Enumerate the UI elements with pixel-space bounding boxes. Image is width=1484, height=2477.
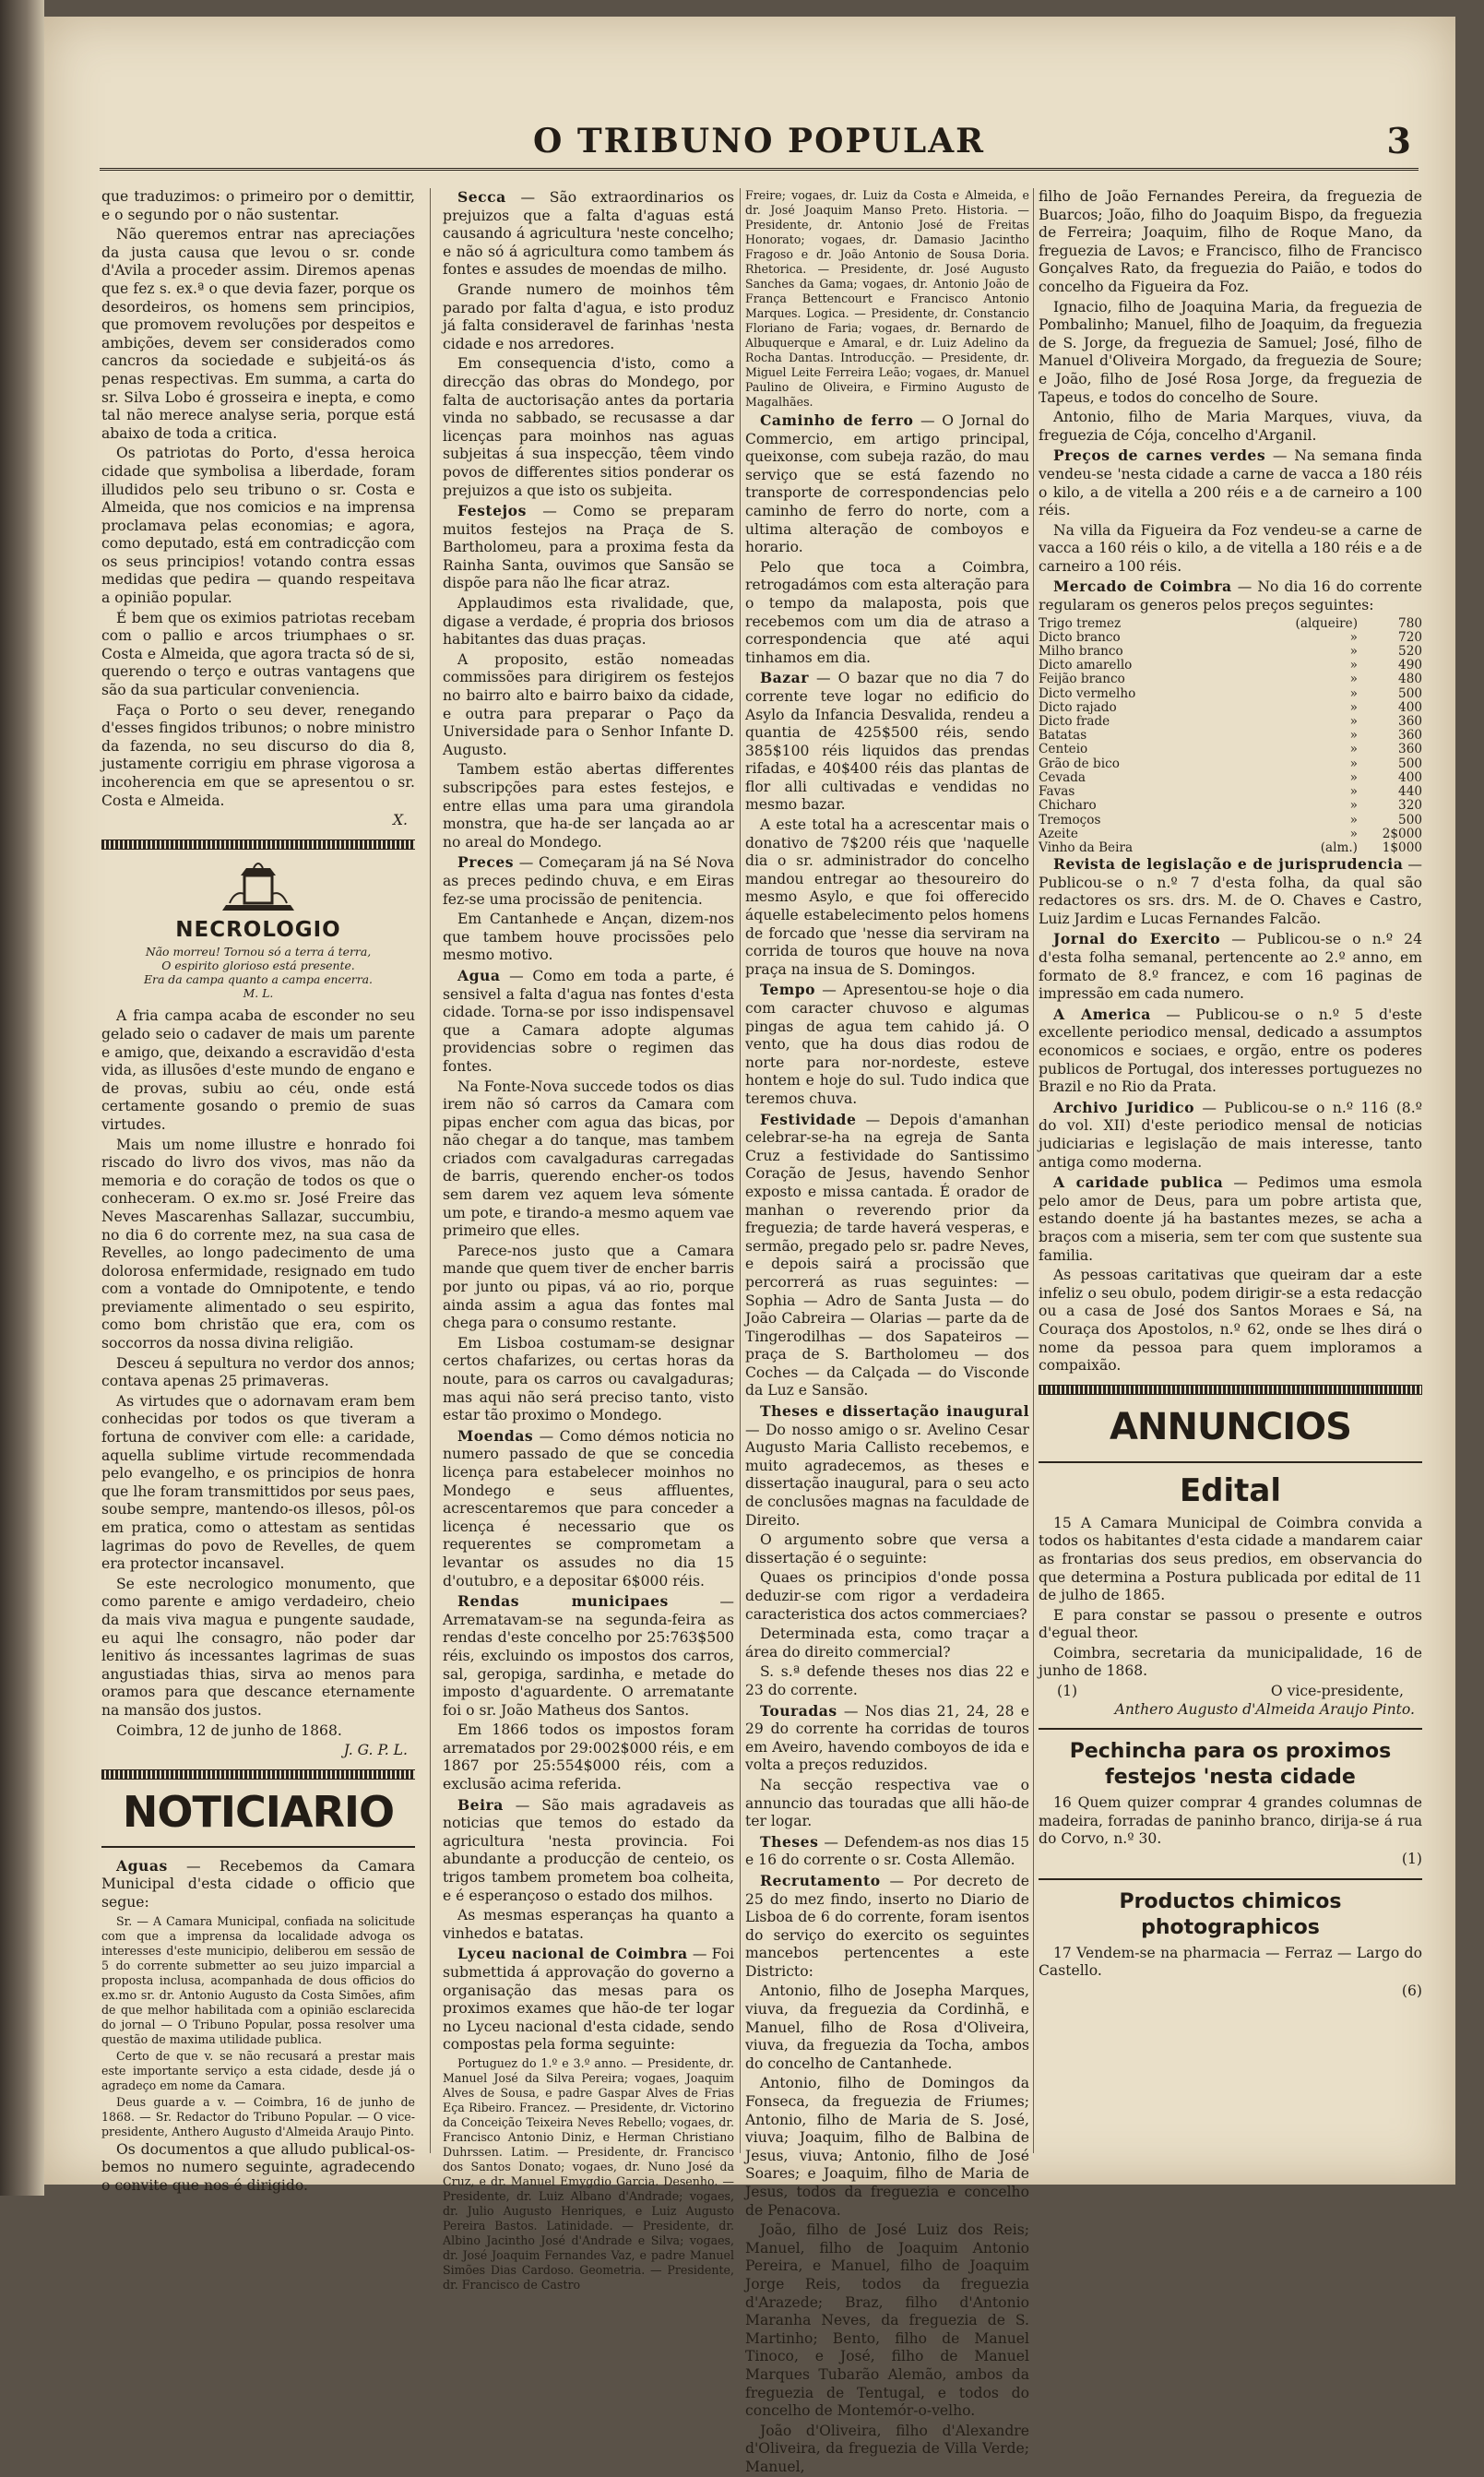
price-unit: » xyxy=(1349,658,1358,673)
item-text: — São mais agradaveis as noticias que temos do estado da agricultura 'nesta provincia. Foi abundante a producção de centeio, os trigos tambem prometem boa colheita, e é esperançoso o estado dos milhos. xyxy=(443,1796,735,1904)
paragraph: A fria campa acaba de esconder no seu gelado seio o cadaver de mais um parente e amigo, que, deixando a escravidão d'esta vida, as illusões d'este mundo de engano e de provas, subiu ao céu, onde está certamente gosando o premio de suas virtudes. xyxy=(101,1007,415,1133)
exam-boards: Freire; vogaes, dr. Luiz da Costa e Almeida, e dr. José Joaquim Manso Preto. Historia. — Presidente, dr. Antonio José de Freitas Honorato; vogaes, dr. Damasio Jacintho Fragoso e dr. João Antonio de Sousa Doria. Rhetorica. — Presidente, dr. José Augusto Sanches da Gama; vogaes, dr. Antonio João de França Bettencourt e Francisco Antonio Marques. Logica. — Presidente, dr. Constancio Floriano de Faria; vogaes, dr. Bernardo de Albuquerque e Amaral, e dr. Luiz Adelino da Rocha Dantas. Introducção. — Presidente, dr. Miguel Leite Ferreira Leão; vogaes, dr. Manuel Paulino de Oliveira, e Firmino Augusto de Magalhães. xyxy=(745,188,1029,409)
news-item xyxy=(1039,1006,1422,1097)
paragraph: João, filho de José Luiz dos Reis; Manuel, filho de Joaquim Antonio Pereira, e Manuel, filho de Joaquim Jorge Reis, todos da freguezia d'Arazede; Braz, filho d'Antonio Maranha Neves, da freguezia de S. Martinho; Bento, filho de Manuel Tinoco, e José, filho de Manuel Marques Tubarão Alemão, ambos da freguezia de Tentugal, e todos do concelho de Montemór-o-velho. xyxy=(745,2221,1029,2420)
item-heading: Preces xyxy=(457,853,515,872)
news-item xyxy=(1039,447,1422,519)
price-unit: » xyxy=(1349,826,1358,841)
price-item: Azeite xyxy=(1039,826,1078,841)
paragraph: Desceu á sepultura no verdor dos annos; contava apenas 25 primaveras. xyxy=(101,1354,415,1390)
price-row xyxy=(1039,729,1422,743)
paragraph: Ignacio, filho de Joaquina Maria, da freguezia de Pombalinho; Manuel, filho de Joaquim, da freguezia de S. Jorge, da freguezia de Samuel; José, filho de Manuel d'Oliveira Morgado, da freguezia de Soure; e João, filho de José Rosa Jorge, da freguezia de Tapeus, e todos do concelho de Soure. xyxy=(1039,298,1422,406)
price-unit: (alm.) xyxy=(1320,840,1358,855)
price-unit: (alqueire) xyxy=(1295,615,1358,631)
price-unit: » xyxy=(1349,728,1358,744)
paragraph: As pessoas caritativas que queiram dar a este infeliz o seu obulo, podem dirigir-se a esta redacção ou a casa de José dos Santos Moraes e Sá, na Couraça dos Apostolos, n.º 62, onde se lhes dirá o nome da pessoa para quem imploramos a compaixão. xyxy=(1039,1267,1422,1375)
news-item xyxy=(443,853,734,909)
price-item: Dicto branco xyxy=(1039,629,1121,645)
price-value: 520 xyxy=(1398,644,1422,660)
item-text: — Foi submettida á approvação do governo a organisação das mesas para os proximos exames que hão-de ter logar no Lyceu nacional d'esta cidade, sendo compostas pela forma seguinte: xyxy=(443,1946,734,2054)
price-item: Milho branco xyxy=(1039,644,1123,660)
price-unit: » xyxy=(1349,644,1358,660)
price-item: Dicto amarello xyxy=(1039,658,1133,673)
news-item xyxy=(1039,578,1422,614)
paragraph: O argumento sobre que versa a dissertação é o seguinte: xyxy=(745,1531,1029,1566)
book-binding xyxy=(0,0,44,2196)
price-value: 480 xyxy=(1398,672,1422,687)
paragraph: Antonio, filho de Maria Marques, viuva, da freguezia de Cója, concelho d'Arganil. xyxy=(1039,409,1422,444)
price-unit: » xyxy=(1349,769,1358,785)
price-item: Favas xyxy=(1039,784,1075,800)
epigraph-author: M. L. xyxy=(243,986,274,1001)
signature: J. G. P. L. xyxy=(343,1742,408,1759)
paragraph: 16 Quem quizer comprar 4 grandes columnas de madeira, forradas de paninho branco, dirija-se á rua do Corvo, n.º 30. xyxy=(1039,1794,1422,1848)
news-item xyxy=(745,1872,1029,1982)
price-unit: » xyxy=(1349,672,1358,687)
price-item: Vinho da Beira xyxy=(1039,840,1134,855)
price-unit: » xyxy=(1349,714,1358,730)
price-value: 360 xyxy=(1398,742,1422,757)
price-item: Tremoços xyxy=(1039,812,1101,828)
news-item xyxy=(745,669,1029,815)
rule xyxy=(1039,1461,1422,1463)
item-text: — Como démos noticia no numero passado de que se concedia licença para estabelecer moinhos no Mondego e seus affluentes, acrescentaremos que para conceder a licença é necessario que os requerentes se comprometam a levantar os assudes no dia 15 d'outubro, e a depositar 6$000 réis. xyxy=(443,1427,734,1590)
news-item xyxy=(745,1111,1029,1401)
price-value: 2$000 xyxy=(1382,826,1422,841)
price-row xyxy=(1039,841,1422,855)
paragraph: Não queremos entrar nas apreciações da justa causa que levou o sr. conde d'Avila a proceder assim. Diremos apenas que fez s. ex.ª o que devia fazer, porque os desordeiros, os homens sem principios, que promovem revoluções por despeitos e ambições, devem ser considerados como cancros da sociedade e subjeitá-os ás penas respectivas. Em summa, a carta do sr. Silva Lobo é grosseira e inepta, e como tal não merece analyse seria, porque está abaixo de toda a critica. xyxy=(101,226,415,442)
item-text: — Por decreto de 25 do mez findo, inserto no Diario de Lisboa de 6 do corrente, foram isentos do serviço do exercito os seguintes mancebos pertencentes a este Districto: xyxy=(745,1872,1029,1980)
price-row xyxy=(1039,715,1422,729)
paragraph: João d'Oliveira, filho d'Alexandre d'Oliveira, da freguezia de Villa Verde; Manuel, xyxy=(745,2422,1029,2475)
paragraph: A este total ha a acrescentar mais o donativo de 7$200 réis que 'naquelle dia o sr. administrador do concelho mandou entregar ao thesoureiro do mesmo Asylo, e que foi offerecido áquelle estabelecimento pelos homens de forcado que 'nesse dia serviram na corrida de touros que houve na nova praça na insua de S. Domingos. xyxy=(745,816,1029,978)
paragraph: Em Lisboa costumam-se designar certos chafarizes, ou certas horas da noute, para os carros ou cavalgaduras; mas aqui não será preciso tanto, visto estar tão proximo o Mondego. xyxy=(443,1334,734,1424)
annuncios-title: ANNUNCIOS xyxy=(1110,1405,1351,1448)
paragraph: Applaudimos esta rivalidade, que, digase a verdade, é propria dos briosos habitantes das duas praças. xyxy=(443,595,734,649)
epigraph-line: O espirito glorioso está presente. xyxy=(161,959,355,973)
price-row xyxy=(1039,687,1422,701)
price-value: 400 xyxy=(1398,769,1422,785)
ad-number: (1) xyxy=(1401,1851,1422,1868)
item-text: — Como em toda a parte, é sensivel a falta d'agua nas fontes d'esta cidade. Torna-se por isso indispensavel que a Camara adopte algumas providencias sobre o regimen das fontes. xyxy=(443,967,734,1075)
paragraph: Faça o Porto o seu dever, renegando d'esses fingidos tribunos; o nobre ministro da fazenda, no seu discurso do dia 8, justamente corrigiu em phrase vigorosa a incoherencia em que se apresentou o sr. Costa e Almeida. xyxy=(101,701,415,809)
news-item xyxy=(443,502,734,593)
column-3 xyxy=(745,188,1029,2475)
item-text: — Como se preparam muitos festejos na Praça de S. Bartholomeu, para a proxima festa da Rainha Santa, ouvimos que Sansão se dispõe para não lhe ficar atraz. xyxy=(443,503,734,592)
price-unit: » xyxy=(1349,699,1358,715)
epigraph xyxy=(101,945,415,1000)
funeral-urn-icon xyxy=(217,857,300,914)
rule xyxy=(101,1846,415,1848)
paragraph: S. s.ª defende theses nos dias 22 e 23 do corrente. xyxy=(745,1663,1029,1698)
paragraph: Na secção respectiva vae o annuncio das touradas que alli hão-de ter logar. xyxy=(745,1776,1029,1830)
exam-boards: Portuguez do 1.º e 3.º anno. — Presidente, dr. Manuel José da Silva Pereira; vogaes, Joaquim Alves de Sousa, e padre Gaspar Alves de Frias Eça Ribeiro. Francez. — Presidente, dr. Victorino da Conceição Teixeira Neves Rebello; vogaes, dr. Francisco Antonio Diniz, e Herman Christiano Duhrssen. Latim. — Presidente, dr. Francisco dos Santos Donato; vogaes, dr. Nuno José da Cruz, e dr. Manuel Emygdio Garcia. Desenho. — Presidente, dr. Luiz Albano d'Andrade; vogaes, dr. Julio Augusto Henriques, e Luiz Augusto Pereira Bastos. Latinidade. — Presidente, dr. Albino Jacintho José d'Andrade e Silva; vogaes, dr. José Joaquim Fernandes Vaz, e padre Manuel Simões Dias Cardoso. Geometria. — Presidente, dr. Francisco de Castro xyxy=(443,2055,734,2292)
news-item xyxy=(443,1945,734,2054)
paragraph: É bem que os eximios patriotas recebam com o pallio e arcos triumphaes o sr. Costa e Almeida, que agora tracta só de si, querendo o terço e outras vantagens que são da sua particular conveniencia. xyxy=(101,609,415,699)
news-item xyxy=(1039,1173,1422,1265)
item-heading: Preços de carnes verdes xyxy=(1053,447,1266,465)
paragraph: Se este necrologico monumento, que como parente e amigo verdadeiro, cheio da mais viva magua e pungente saudade, eu aqui lhe consagro, não poder dar lenitivo ás incessantes lagrimas de suas angustiadas thias, sirva ao menos para oramos para que descance eternamente na mansão dos justos. xyxy=(101,1575,415,1719)
news-item xyxy=(1039,930,1422,1003)
section-divider xyxy=(1039,1385,1422,1395)
column-rule xyxy=(430,188,431,2153)
item-heading: Revista de legislação e de jurisprudencia xyxy=(1053,855,1404,874)
price-unit: » xyxy=(1349,812,1358,828)
price-row xyxy=(1039,617,1422,631)
letter-text: Sr. — A Camara Municipal, confiada na solicitude com que a imprensa da localidade advoga os interesses d'este municipio, deliberou em sessão de 5 do corrente submetter ao seu juizo imparcial a proposta inclusa, acompanhada de dous officios do ex.mo sr. dr. Antonio Augusto da Costa Simões, afim de que melhor habilitada com a opinião esclarecida do jornal — O Tribuno Popular, possa resolver uma questão de maxima utilidade publica. xyxy=(101,1913,415,2046)
price-value: 720 xyxy=(1398,629,1422,645)
ad-number: (1) xyxy=(1057,1683,1078,1700)
epigraph-line: Era da campa quanto a campa encerra. xyxy=(144,972,373,987)
item-heading: Secca xyxy=(457,188,506,206)
item-heading: Theses xyxy=(760,1832,819,1851)
dateline: Coimbra, 12 de junho de 1868. xyxy=(116,1721,342,1739)
paragraph: As virtudes que o adornavam eram bem conhecidas por todos os que tiveram a fortuna de conviver com elle: a caridade, aquella sublime virtude recommendada pelo evangelho, e os principios de honra que lhe foram transmittidos por seus paes, soube sempre, mantendo-os illesos, pôl-os em pratica, como o attestam as sentidas lagrimas do povo de Revelles, de quem era protector incansavel. xyxy=(101,1392,415,1573)
price-unit: » xyxy=(1349,742,1358,757)
paragraph: Em Cantanhede e Ançan, dizem-nos que tambem houve procissões pelo mesmo motivo. xyxy=(443,911,734,964)
item-heading: Moendas xyxy=(457,1426,534,1445)
price-value: 500 xyxy=(1398,812,1422,828)
news-item xyxy=(1039,1099,1422,1172)
price-row xyxy=(1039,799,1422,813)
paragraph: Em consequencia d'isto, como a direcção das obras do Mondego, por falta de auctorisação antes da portaria vinda no sabbado, se recusasse a dar licenças para moinhos nas aguas subjeitas á sua inspecção, têem vindo povos de differentes sitios ponderar os prejuizos a que isto os subjeita. xyxy=(443,355,734,499)
paragraph: 17 Vendem-se na pharmacia — Ferraz — Largo do Castello. xyxy=(1039,1944,1422,1980)
paragraph: Grande numero de moinhos têm parado por falta d'agua, e isto produz já falta consideravel de farinhas 'nesta cidade e nos arredores. xyxy=(443,280,734,352)
necrologio-title: NECROLOGIO xyxy=(175,917,341,942)
paragraph: Quaes os principios d'onde possa deduzir-se com rigor a verdadeira caracteristica dos actos commerciaes? xyxy=(745,1569,1029,1623)
news-item xyxy=(443,1796,734,1906)
item-heading: Touradas xyxy=(760,1701,837,1720)
item-heading: Archivo Juridico xyxy=(1053,1098,1194,1116)
price-item: Batatas xyxy=(1039,728,1087,744)
edital-role: O vice-presidente, xyxy=(1270,1683,1404,1700)
item-heading: Agua xyxy=(457,966,501,984)
edital-footer xyxy=(1039,1683,1422,1701)
item-heading: Tempo xyxy=(760,981,816,999)
news-item xyxy=(443,1427,734,1590)
price-value: 360 xyxy=(1398,714,1422,730)
price-unit: » xyxy=(1349,756,1358,771)
page-number: 3 xyxy=(1386,120,1411,161)
price-value: 400 xyxy=(1398,699,1422,715)
price-value: 360 xyxy=(1398,728,1422,744)
item-text: — Pedimos uma esmola pelo amor de Deus, para um pobre artista que, estando doente já ha bastantes mezes, se acha a braços com a miseria, sem ter com que sustente sua familia. xyxy=(1039,1174,1423,1264)
price-row xyxy=(1039,743,1422,756)
paragraph: Na villa da Figueira da Foz vendeu-se a carne de vacca a 160 réis o kilo, a de vitella a 180 réis e a de carneiro a 100 réis. xyxy=(1039,521,1422,575)
news-item xyxy=(443,1592,734,1720)
paragraph: Em 1866 todos os impostos foram arrematados por 29:002$000 réis, e em 1867 por 25:554$000 réis, com a exclusão acima referida. xyxy=(443,1721,734,1793)
news-item xyxy=(101,1857,415,1912)
item-text: — Nos dias 21, 24, 28 e 29 do corrente ha corridas de touros em Aveiro, havendo comboyos de ida e volta a preços reduzidos. xyxy=(745,1702,1029,1774)
rule xyxy=(1039,1728,1422,1730)
paragraph: Os documentos a que alludo publical-os-bemos no numero seguinte, agradecendo o convite que nos é dirigido. xyxy=(101,2140,415,2194)
item-text: — Do nosso amigo o sr. Avelino Cesar Augusto Maria Callisto recebemos, e muito agradecemos, as theses e dissertação inaugural, para o seu acto de conclusões magnas na faculdade de Direito. xyxy=(745,1421,1029,1529)
item-text: — Na semana finda vendeu-se 'nesta cidade a carne de vacca a 180 réis o kilo, a de vitella a 200 réis e a de carneiro a 100 réis. xyxy=(1039,447,1422,519)
signature: Anthero Augusto d'Almeida Araujo Pinto. xyxy=(1114,1700,1415,1718)
edital-title: Edital xyxy=(1179,1471,1282,1509)
price-row xyxy=(1039,631,1422,645)
signature: X. xyxy=(392,812,408,829)
item-heading: Lyceu nacional de Coimbra xyxy=(457,1945,688,1963)
price-item: Dicto frade xyxy=(1039,714,1110,730)
column-rule xyxy=(1033,188,1034,2153)
price-value: 440 xyxy=(1398,784,1422,800)
paragraph: E para constar se passou o presente e outros d'egual theor. xyxy=(1039,1606,1422,1642)
price-row xyxy=(1039,659,1422,673)
price-value: 490 xyxy=(1398,658,1422,673)
ad-number: (6) xyxy=(1401,1982,1422,1999)
price-value: 780 xyxy=(1398,615,1422,631)
item-heading: Theses e dissertação inaugural xyxy=(760,1402,1029,1421)
paragraph: A proposito, estão nomeadas commissões para dirigirem os festejos no bairro alto e bairro baixo da cidade, e outra para preparar o Paço da Universidade para o Senhor Infante D. Augusto. xyxy=(443,650,734,758)
item-heading: Aguas xyxy=(116,1856,168,1875)
pechincha-title: Pechincha para os proximos festejos 'nesta cidade xyxy=(1069,1740,1392,1790)
news-item xyxy=(745,1702,1029,1775)
paragraph: Mais um nome illustre e honrado foi riscado do livro dos vivos, mas não da memoria e do coração de todos os que o conheceram. O ex.mo sr. José Freire das Neves Mascarenhas Sallazar, succumbiu, no dia 6 do corrente mez, na sua casa de Revelles, ao longo padecimento de uma dolorosa enfermidade, resignado em tudo com a vontade do Omnipotente, e tendo previamente alimentado o seu espirito, como bom christão que era, com os soccorros da nossa divina religião. xyxy=(101,1136,415,1352)
column-1 xyxy=(101,188,415,2194)
price-row xyxy=(1039,701,1422,715)
price-value: 1$000 xyxy=(1382,840,1422,855)
rule xyxy=(1039,1878,1422,1880)
paragraph: Parece-nos justo que a Camara mande que quem tiver de encher barris por junto ou pipas, vá ao rio, porque ainda assim a agua das fontes mal chega para o consumo restante. xyxy=(443,1242,734,1332)
item-text: — Apresentou-se hoje o dia com caracter chuvoso e algumas pingas de agua tem cahido já. O vento, que ha dous dias rodou de norte para nor-nordeste, esteve hontem e hoje do sul. Tudo indica que teremos chuva. xyxy=(745,982,1029,1107)
item-text: — Arrematavam-se na segunda-feira as rendas d'este concelho por 25:763$500 réis, excluindo os impostos dos carros, sal, geropiga, sardinha, e metade do imposto d'aguardente. O arrematante foi o sr. João Matheus dos Santos. xyxy=(443,1593,734,1719)
newspaper-title: O TRIBUNO POPULAR xyxy=(532,122,986,161)
column-2 xyxy=(443,188,735,2292)
section-divider xyxy=(101,1769,415,1780)
price-row xyxy=(1039,828,1422,841)
item-heading: Rendas municipaes xyxy=(457,1592,669,1611)
item-text: — O Jornal do Commercio, em artigo principal, queixonse, com subeja razão, do mau serviço que se está fazendo no transporte de correspondencias pelo caminho de ferro do norte, com a ultima alteração de comboyos e horario. xyxy=(745,412,1029,556)
letter-text: Deus guarde a v. — Coimbra, 16 de junho de 1868. — Sr. Redactor do Tribuno Popular. — O vice-presidente, Anthero Augusto d'Almeida Araujo Pinto. xyxy=(101,2094,415,2138)
paragraph: Pelo que toca a Coimbra, retrogadámos com esta alteração para o tempo da malaposta, pois que recebemos com um dia de atraso a correspondencia que até aqui tinhamos em dia. xyxy=(745,558,1029,666)
item-heading: A America xyxy=(1053,1005,1151,1023)
price-value: 500 xyxy=(1398,756,1422,771)
price-item: Grão de bico xyxy=(1039,756,1120,771)
price-unit: » xyxy=(1349,784,1358,800)
column-rule xyxy=(740,188,741,2153)
paragraph: Na Fonte-Nova succede todos os dias irem não só carros da Camara com pipas encher com agua das bicas, por não chegar a do tanque, mas tambem criados com cavalgaduras carregadas de barris, querendo encher-os todos sem darem vez aquem leva sómente um pote, e tirando-a mesmo aquem vae primeiro que elles. xyxy=(443,1078,734,1240)
column-4 xyxy=(1039,188,1422,2153)
price-item: Centeio xyxy=(1039,742,1088,757)
news-item xyxy=(443,967,734,1077)
item-text: — Publicou-se o n.º 116 (8.º do vol. XII) d'este periodico mensal de noticias judiciarias e legislação de mais interesse, tanto antiga como moderna. xyxy=(1039,1099,1422,1171)
newspaper-page xyxy=(44,17,1455,2475)
item-text: — Defendem-as nos dias 15 e 16 do corrente o sr. Costa Allemão. xyxy=(745,1833,1029,1869)
price-value: 500 xyxy=(1398,685,1422,701)
paragraph: Antonio, filho de Josepha Marques, viuva, da freguezia da Cordinhã, e Manuel, filho de Rosa d'Oliveira, viuva, da freguezia da Tocha, ambos do concelho de Cantanhede. xyxy=(745,1983,1029,2072)
paragraph: Antonio, filho de Domingos da Fonseca, da freguezia de Friumes; Antonio, filho de Maria de S. José, viuva; Joaquim, filho de Balbina de Jesus, viuva; Antonio, filho de José Soares; e Joaquim, filho de Maria de Jesus, todos da freguezia e concelho de Penacova. xyxy=(745,2075,1029,2219)
masthead xyxy=(100,113,1419,171)
price-unit: » xyxy=(1349,798,1358,814)
item-text: — Começaram já na Sé Nova as preces pedindo chuva, e em Eiras fez-se uma procissão de penitencia. xyxy=(443,854,734,908)
paragraph: 15 A Camara Municipal de Coimbra convida a todos os habitantes d'esta cidade a mandarem caiar as frontarias dos seus predios, em observancia do que determina a Postura publicada por edital de 11 de julho de 1865. xyxy=(1039,1514,1422,1604)
item-text: — Publicou-se o n.º 24 d'esta folha semanal, pertencente ao 2.º anno, em formato de 8.º francez, e com 16 paginas de impressão em cada numero. xyxy=(1039,931,1422,1003)
price-row xyxy=(1039,673,1422,686)
section-divider xyxy=(101,840,415,850)
price-unit: » xyxy=(1349,685,1358,701)
price-row xyxy=(1039,645,1422,659)
price-unit: » xyxy=(1349,629,1358,645)
item-heading: A caridade publica xyxy=(1053,1173,1224,1192)
price-item: Chicharo xyxy=(1039,798,1097,814)
item-text: — Publicou-se o n.º 7 d'esta folha, da qual são redactores os srs. drs. M. de O. Chaves e Castro, Luiz Jardim e Lucas Fernandes Falcão. xyxy=(1039,856,1422,927)
price-row xyxy=(1039,785,1422,799)
paragraph: Determinada esta, como traçar a área do direito commercial? xyxy=(745,1626,1029,1661)
paragraph: As mesmas esperanças ha quanto a vinhedos e batatas. xyxy=(443,1907,734,1942)
item-text: — Depois d'amanhan celebrar-se-ha na egreja de Santa Cruz a festividade do Santissimo Coração de Jesus, havendo Senhor exposto e missa cantada. É orador de manhan o reverendo prior da freguezia; de tarde haverá vesperas, e sermão, pregado pelo sr. padre Neves, e depois sairá a procissão que percorrerá as ruas seguintes: — Sophia — Adro de Santa Justa — do João Cabreira — Olarias — parte da de Tingerodilhas — dos Sapateiros — praça de S. Bartholomeu — dos Coches — da Calçada — do Visconde da Luz e Sansão. xyxy=(745,1111,1029,1399)
item-heading: Festividade xyxy=(760,1110,857,1128)
news-item xyxy=(745,411,1029,557)
productos-title: Productos chimicos photographicos xyxy=(1119,1889,1342,1939)
item-heading: Recrutamento xyxy=(760,1871,881,1889)
market-price-table xyxy=(1039,617,1422,855)
item-text: — No dia 16 do corrente regularam os generos pelos preços seguintes: xyxy=(1039,578,1422,614)
epigraph-line: Não morreu! Tornou só a terra á terra, xyxy=(145,945,372,959)
item-heading: Festejos xyxy=(457,502,527,520)
noticiario-title: NOTICIARIO xyxy=(122,1786,395,1837)
item-text: — O bazar que no dia 7 do corrente teve logar no edificio do Asylo da Infancia Desvalida, rendeu a quantia de 425$500 réis, sendo 385$100 réis liquidos das prendas rifadas, e 40$400 réis das plantas de flor alli cultivadas e vendidas no mesmo bazar. xyxy=(745,670,1029,814)
item-text: — Recebemos da Camara Municipal d'esta cidade o officio que segue: xyxy=(101,1857,415,1911)
letter-text: Certo de que v. se não recusará a prestar mais este importante serviço a esta cidade, desde já o agradeço em nome da Camara. xyxy=(101,2048,415,2092)
news-item xyxy=(443,188,734,280)
news-item xyxy=(745,1833,1029,1870)
item-heading: Bazar xyxy=(760,669,809,687)
price-item: Dicto rajado xyxy=(1039,699,1117,715)
price-item: Feijão branco xyxy=(1039,672,1125,687)
item-heading: Caminho de ferro xyxy=(760,411,914,429)
news-item xyxy=(745,981,1029,1108)
price-item: Cevada xyxy=(1039,769,1086,785)
paragraph: Tambem estão abertas differentes subscripções para estes festejos, e entre ellas uma para uma girandola monstra, que ha-de ser lançada ao ar no areal do Mondego. xyxy=(443,761,734,851)
price-item: Dicto vermelho xyxy=(1039,685,1136,701)
news-item xyxy=(745,1402,1029,1530)
item-heading: Jornal do Exercito xyxy=(1053,930,1221,948)
paragraph: Coimbra, secretaria da municipalidade, 16 de junho de 1868. xyxy=(1039,1644,1422,1680)
price-row xyxy=(1039,814,1422,828)
news-item xyxy=(1039,855,1422,928)
item-text: — São extraordinarios os prejuizos que a falta d'aguas está causando á agricultura 'neste concelho; e não só á agricultura como tambem ás fontes e assudes de moendas de milho. xyxy=(443,189,734,279)
price-value: 320 xyxy=(1398,798,1422,814)
item-heading: Beira xyxy=(457,1795,504,1814)
item-heading: Mercado de Coimbra xyxy=(1053,578,1232,596)
price-row xyxy=(1039,771,1422,785)
price-item: Trigo tremez xyxy=(1039,615,1122,631)
paragraph: filho de João Fernandes Pereira, da freguezia de Buarcos; João, filho do Joaquim Bispo, da freguezia de Ferreira; Joaquim, filho de Roque Mano, da freguezia de Lavos; e Francisco, filho de Francisco Gonçalves Rato, da freguezia do Paião, e todos do concelho da Figueira da Foz. xyxy=(1039,188,1422,295)
paragraph: Os patriotas do Porto, d'essa heroica cidade que symbolisa a liberdade, foram illudidos pelo seu tribuno o sr. Costa e Almeida, que nos comicios e na imprensa proclamava pelas economias; e agora, como deputado, está em contradicção com os seus principios! votando contra essas medidas que pedira — quando respeitava a opinião popular. xyxy=(101,445,415,607)
item-text: — Publicou-se o n.º 5 d'este excellente periodico mensal, dedicado a assumptos economicos e sociaes, e orgão, entre os poderes publicos de Portugal, dos interesses portuguezes no Brazil e no Rio da Prata. xyxy=(1039,1006,1422,1096)
paragraph: que traduzimos: o primeiro por o demittir, e o segundo por o não sustentar. xyxy=(101,188,415,223)
price-row xyxy=(1039,757,1422,771)
